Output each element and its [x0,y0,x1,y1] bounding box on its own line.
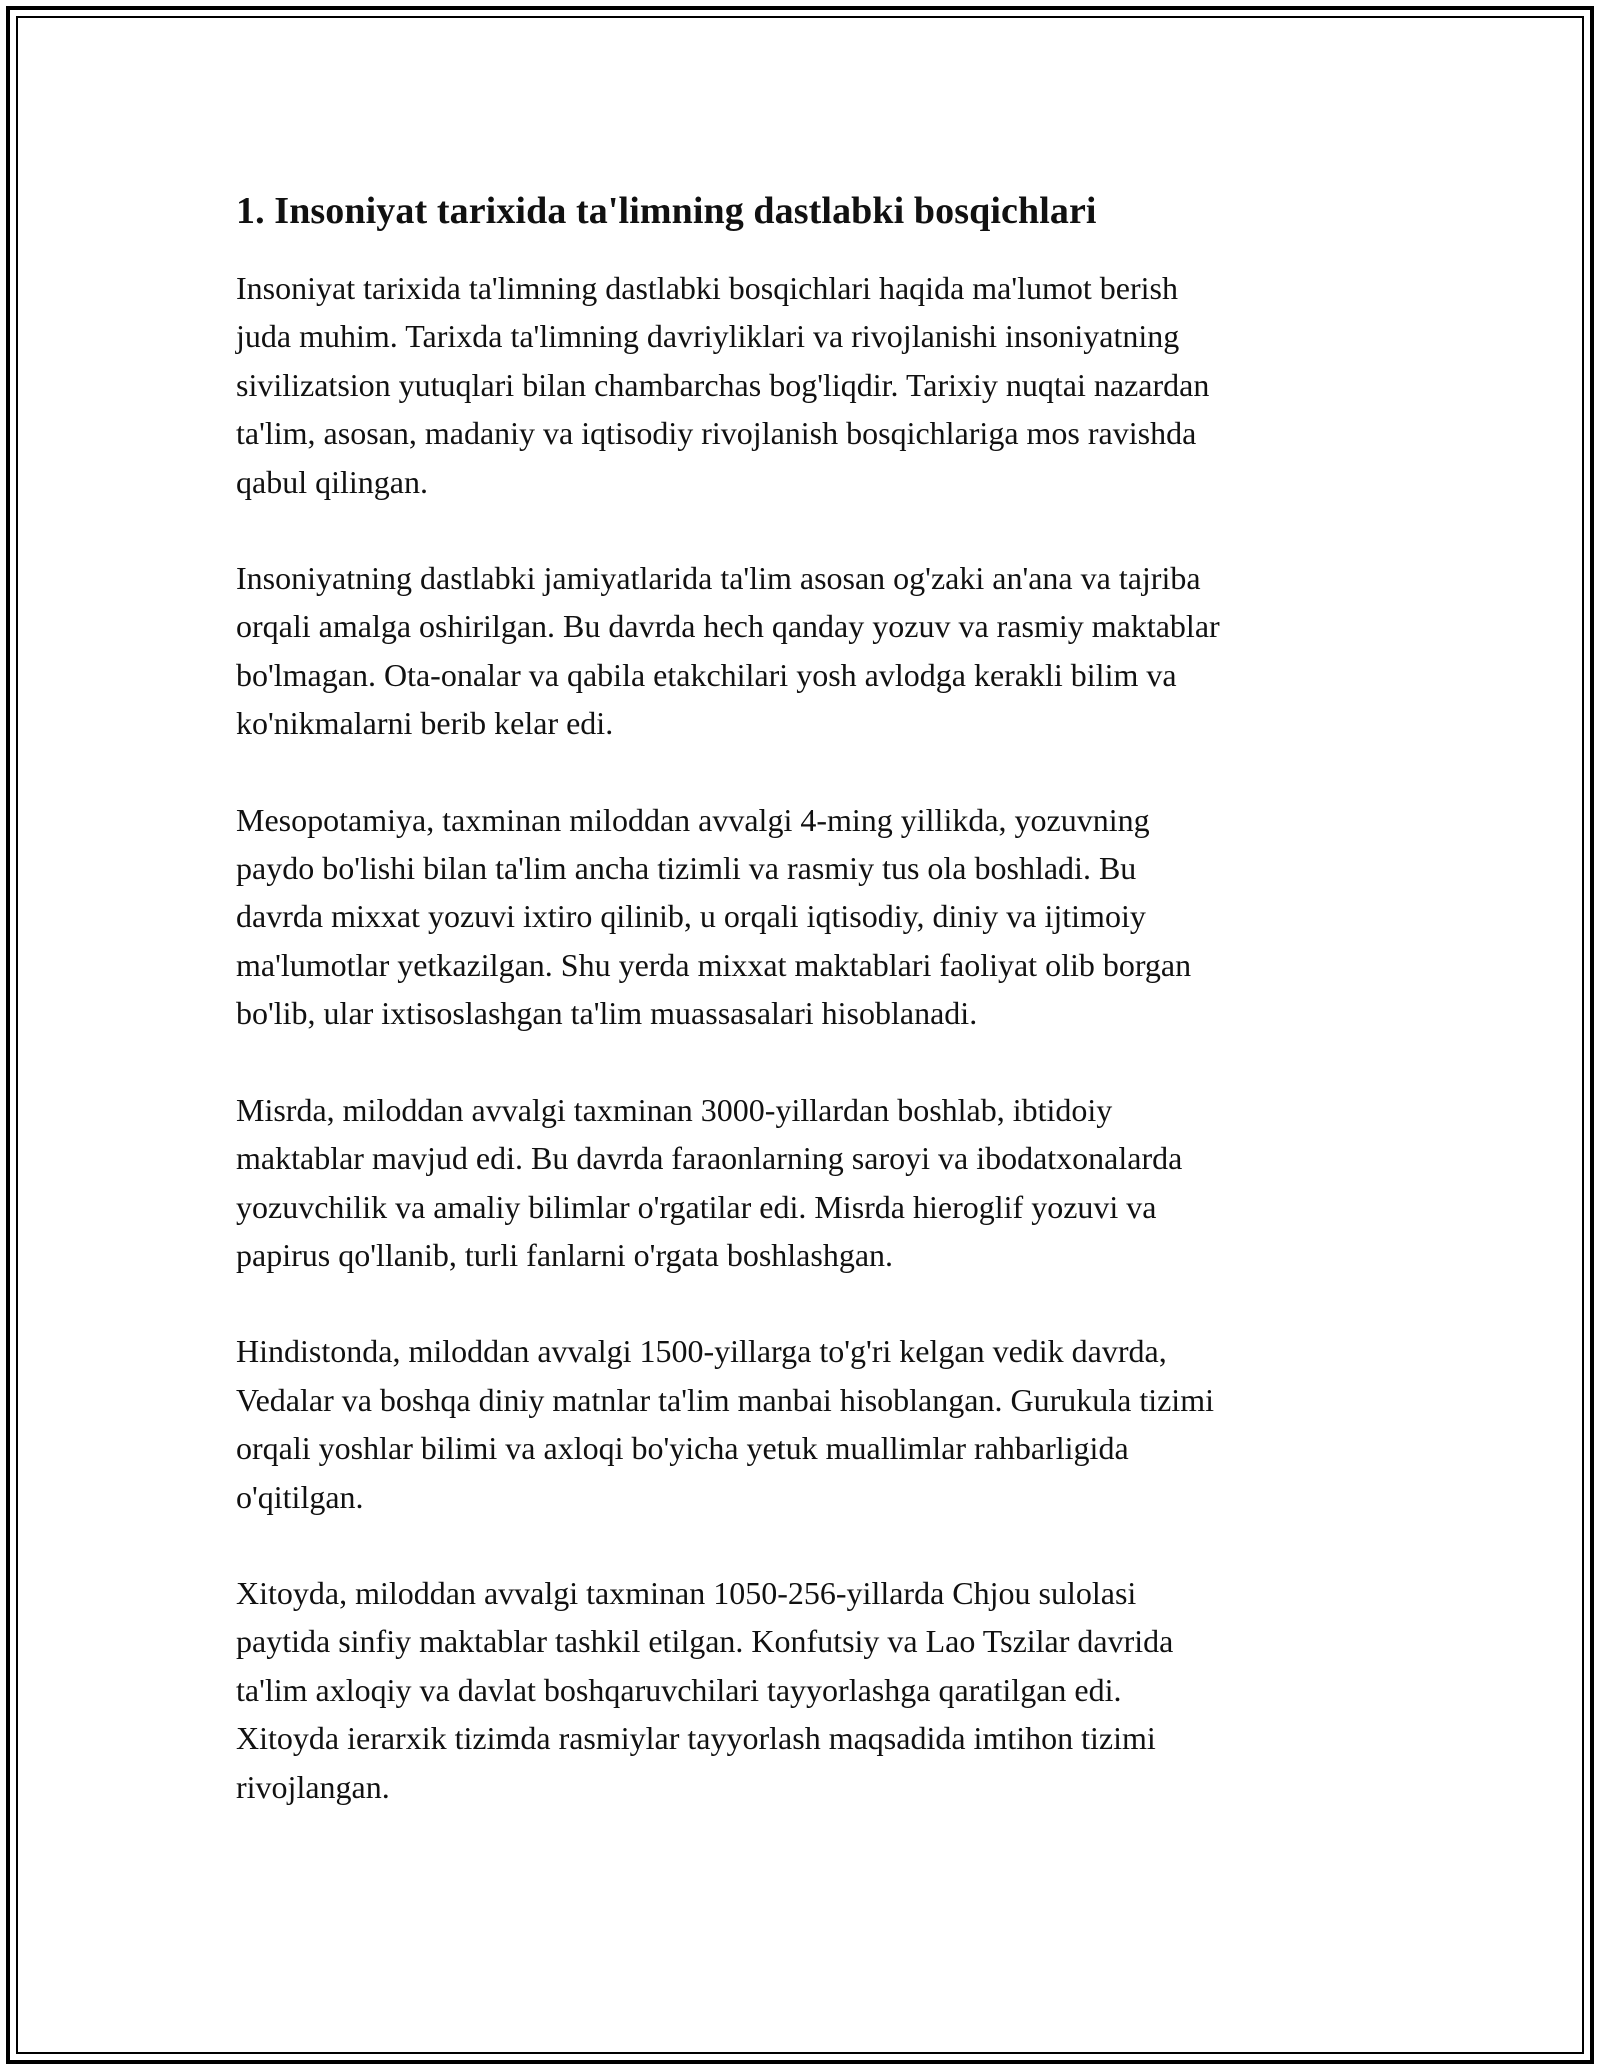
section-title: 1. Insoniyat tarixida ta'limning dastlabki bosqichlari [236,190,1097,232]
paragraph-mesopotamia: Mesopotamiya, taxminan miloddan avvalgi 4-ming yillikda, yozuvning paydo bo'lishi bilan ta'lim ancha tizimli va rasmiy tus ola boshladi. Bu davrda mixxat yozuvi ixtiro qilinib, u orqali iqtisodiy, diniy va ijtimoiy ma'lumotlar yetkazilgan. Shu yerda mixxat maktablari faoliyat olib borgan bo'lib, ular ixtisoslashgan ta'lim muassasalari hisoblanadi. [236,801,1192,1032]
document-body [236,186,1386,1859]
paragraph-early-societies: Insoniyatning dastlabki jamiyatlarida ta'lim asosan og'zaki an'ana va tajriba orqali amalga oshirilgan. Bu davrda hech qanday yozuv va rasmiy maktablar bo'lmagan. Ota-onalar va qabila etakchilari yosh avlodga kerakli bilim va ko'nikmalarni berib kelar edi. [236,560,1220,742]
paragraph-china: Xitoyda, miloddan avvalgi taxminan 1050-256-yillarda Chjou sulolasi paytida sinfiy maktablar tashkil etilgan. Konfutsiy va Lao Tszilar davrida ta'lim axloqiy va davlat boshqaruvchilari tayyorlashga qaratilgan edi. Xitoyda ierarxik tizimda rasmiylar tayyorlash maqsadida imtihon tizimi rivojlangan. [236,1574,1174,1805]
paragraph-intro: Insoniyat tarixida ta'limning dastlabki bosqichlari haqida ma'lumot berish juda muhim. Tarixda ta'limning davriyliklari va rivojlanishi insoniyatning sivilizatsion yutuqlari bilan chambarchas bog'liqdir. Tarixiy nuqtai nazardan ta'lim, asosan, madaniy va iqtisodiy rivojlanish bosqichlariga mos ravishda qabul qilingan. [236,270,1210,500]
paragraph-egypt: Misrda, miloddan avvalgi taxminan 3000-yillardan boshlab, ibtidoiy maktablar mavjud edi. Bu davrda faraonlarning saroyi va ibodatxonalarda yozuvchilik va amaliy bilimlar o'rgatilar edi. Misrda hieroglif yozuvi va papirus qo'llanib, turli fanlarni o'rgata boshlashgan. [236,1091,1183,1273]
paragraph-india: Hindistonda, miloddan avvalgi 1500-yillarga to'g'ri kelgan vedik davrda, Vedalar va boshqa diniy matnlar ta'lim manbai hisoblangan. Gurukula tizimi orqali yoshlar bilimi va axloqi bo'yicha yetuk muallimlar rahbarligida o'qitilgan. [236,1333,1214,1515]
